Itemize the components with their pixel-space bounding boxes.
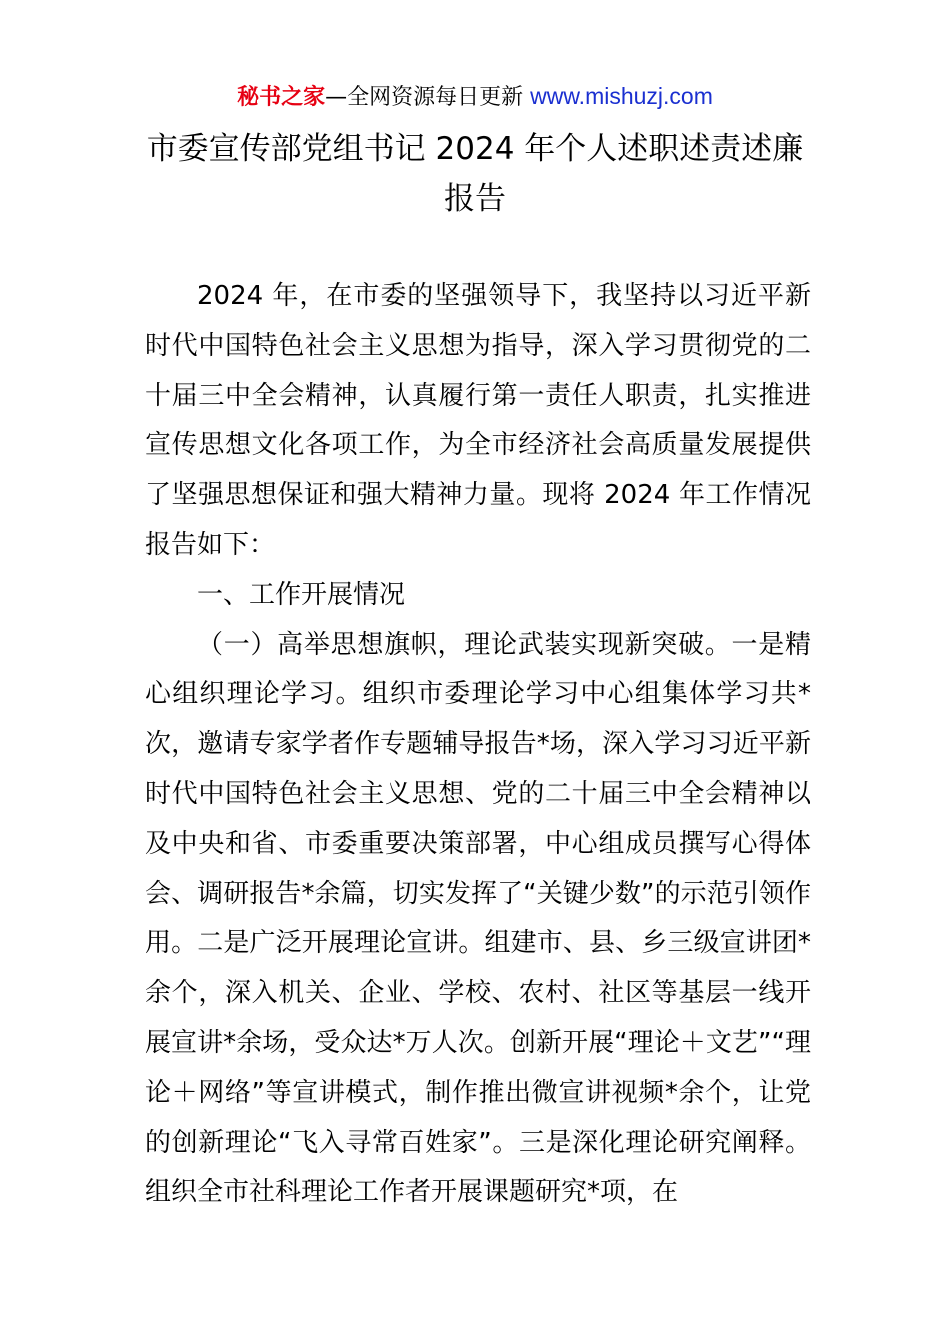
document-body (145, 272, 811, 1218)
section-heading: 一、工作开展情况 (197, 579, 406, 610)
intro-paragraph: 2024 年，在市委的坚强领导下，我坚持以习近平新时代中国特色社会主义思想为指导，深入学习贯彻党的二十届三中全会精神，认真履行第一责任人职责，扎实推进宣传思想文化各项工作，为全市经济社会高质量发展提供了坚强思想保证和强大精神力量。现将 2024 年工作情况报告如下： (145, 281, 811, 560)
document-title: 市委宣传部党组书记 2024 年个人述职述责述廉报告 (146, 131, 804, 217)
site-header (0, 80, 950, 114)
site-brand: 秘书之家 (237, 85, 326, 110)
body-paragraph: （一）高举思想旗帜，理论武装实现新突破。一是精心组织理论学习。组织市委理论学习中心组集体学习共*次，邀请专家学者作专题辅导报告*场，深入学习习近平新时代中国特色社会主义思想、党的二十届三中全会精神以及中央和省、市委重要决策部署，中心组成员撰写心得体会、调研报告*余篇，切实发挥了“关键少数”的示范引领作用。二是广泛开展理论宣讲。组建市、县、乡三级宣讲团*余个，深入机关、企业、学校、农村、社区等基层一线开展宣讲*余场，受众达*万人次。创新开展“理论＋文艺”“理论＋网络”等宣讲模式，制作推出微宣讲视频*余个，让党的创新理论“飞入寻常百姓家”。三是深化理论研究阐释。组织全市社科理论工作者开展课题研究*项，在 (145, 629, 811, 1208)
site-url-link[interactable]: www.mishuzj.com (530, 83, 713, 109)
site-tagline: —全网资源每日更新 (325, 85, 524, 110)
